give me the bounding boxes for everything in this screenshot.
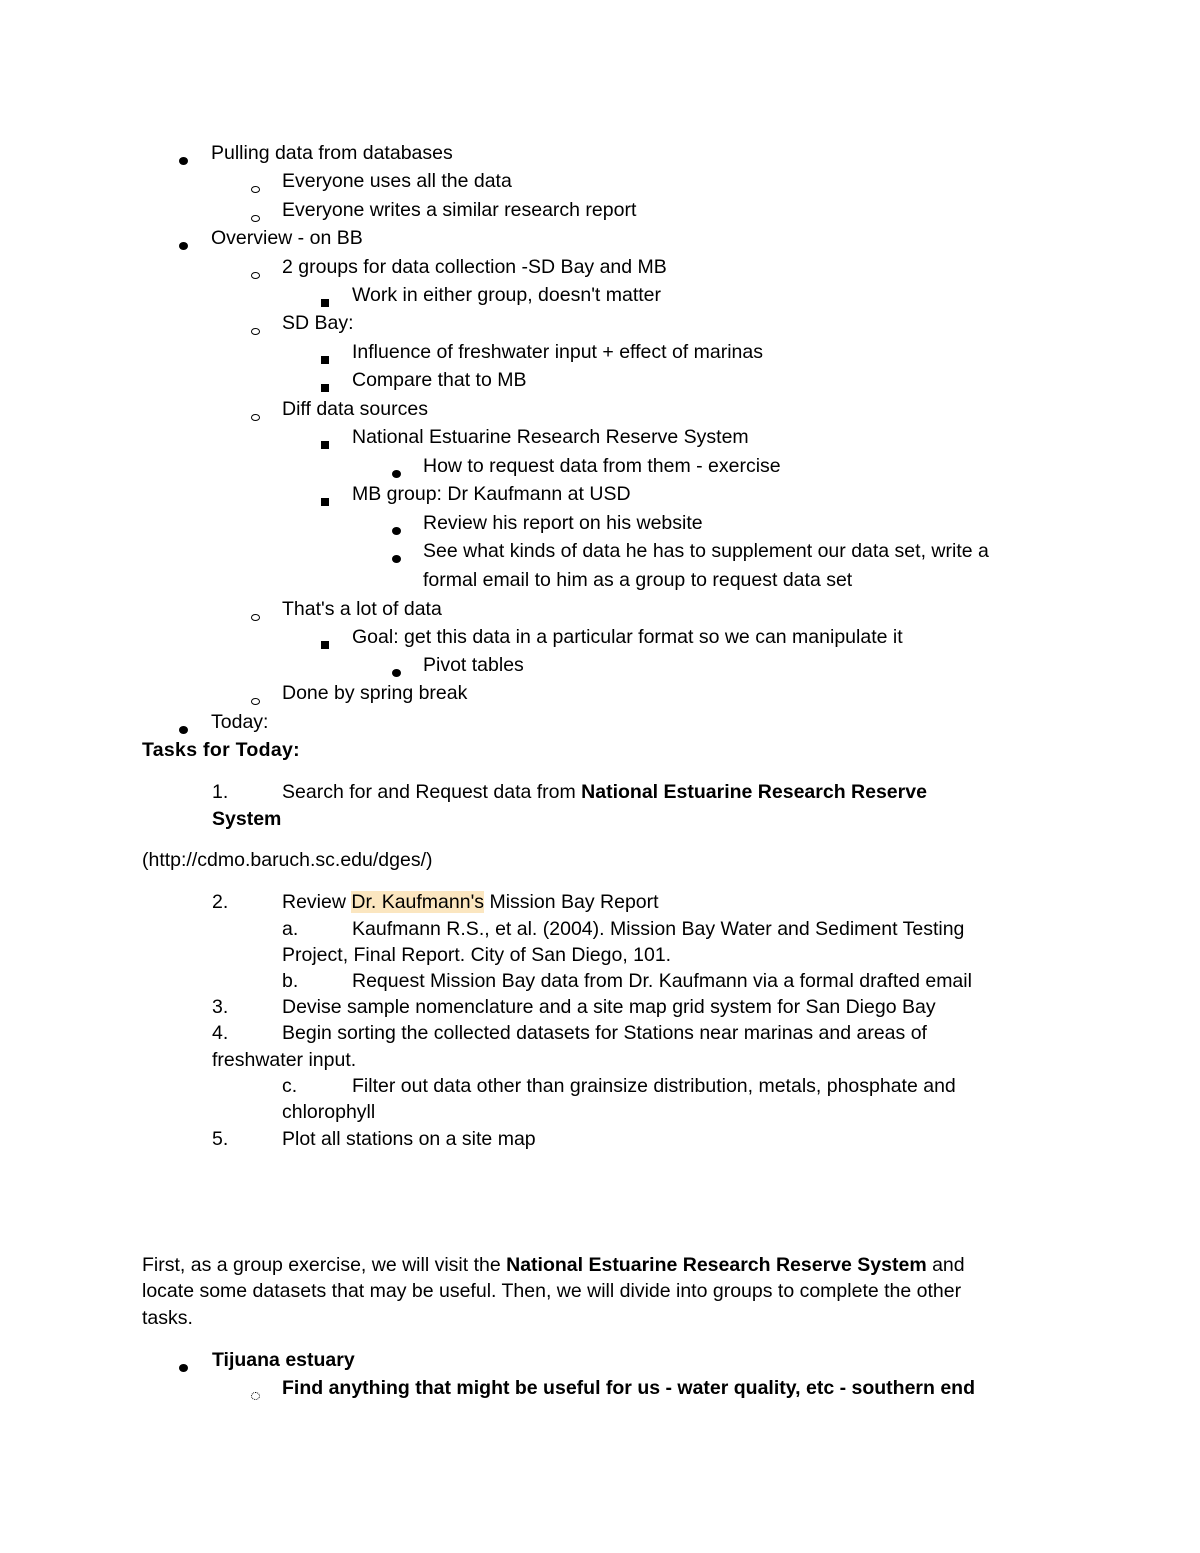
outline-item: That's a lot of data — [282, 598, 442, 620]
outline-item-continuation: formal email to him as a group to request data set — [423, 569, 853, 591]
subtask-c-text: Filter out data other than grainsize distribution, metals, phosphate and — [352, 1075, 956, 1097]
subtask-c-continuation: chlorophyll — [282, 1101, 376, 1123]
outline-item: MB group: Dr Kaufmann at USD — [352, 483, 631, 505]
outline-item: Goal: get this data in a particular format so we can manipulate it — [352, 626, 903, 648]
task-3-text: Devise sample nomenclature and a site map grid system for San Diego Bay — [282, 996, 936, 1018]
closing-paragraph-line: tasks. — [142, 1307, 193, 1329]
outline-item: See what kinds of data he has to supplement our data set, write a — [423, 540, 989, 562]
subtask-letter: c. — [282, 1075, 298, 1097]
task-2-prefix: Review — [282, 891, 352, 913]
closing-suffix: and — [926, 1254, 965, 1276]
outline-item: Everyone writes a similar research report — [282, 199, 637, 221]
task-number: 3. — [212, 996, 229, 1018]
task-1-text — [282, 783, 927, 803]
closing-paragraph-line — [142, 1256, 965, 1276]
task-2-suffix: Mission Bay Report — [484, 891, 659, 913]
bullet-square-icon — [320, 634, 330, 654]
outline-item: Today: — [211, 711, 269, 733]
outline-item: Everyone uses all the data — [282, 170, 512, 192]
tasks-heading: Tasks for Today: — [142, 739, 300, 761]
bullet-disc-icon — [391, 548, 401, 568]
task-number: 2. — [212, 891, 229, 913]
closing-bold: National Estuarine Research Reserve System — [506, 1254, 927, 1276]
bullet-circle-icon — [250, 207, 260, 227]
task-number: 1. — [212, 781, 229, 803]
bullet-circle-icon — [250, 264, 260, 284]
subtask-a-continuation: Project, Final Report. City of San Diego, 101. — [282, 944, 672, 966]
bullet-disc-icon — [178, 719, 188, 739]
subtask-b-text: Request Mission Bay data from Dr. Kaufmann via a formal drafted email — [352, 970, 972, 992]
task-number: 5. — [212, 1128, 229, 1150]
outline-item: Done by spring break — [282, 682, 468, 704]
bullet-square-icon — [320, 377, 330, 397]
task-number: 4. — [212, 1022, 229, 1044]
nerrs-url: (http://cdmo.baruch.sc.edu/dges/) — [142, 849, 433, 871]
task-1-bold-continuation: System — [212, 808, 282, 830]
outline-item: Compare that to MB — [352, 369, 527, 391]
outline-item: Review his report on his website — [423, 512, 703, 534]
closing-bullet: Tijuana estuary — [212, 1349, 355, 1371]
task-5-text: Plot all stations on a site map — [282, 1128, 536, 1150]
closing-bullet: Find anything that might be useful for us - water quality, etc - southern end — [282, 1377, 976, 1399]
task-1-prefix: Search for and Request data from — [282, 781, 582, 803]
subtask-a-text: Kaufmann R.S., et al. (2004). Mission Bay Water and Sediment Testing — [352, 918, 965, 940]
bullet-circle-icon — [250, 320, 260, 340]
task-2-text — [282, 893, 659, 913]
outline-item: Work in either group, doesn't matter — [352, 284, 662, 306]
outline-item: 2 groups for data collection -SD Bay and MB — [282, 256, 667, 278]
outline-item: National Estuarine Research Reserve System — [352, 426, 749, 448]
bullet-disc-icon — [178, 235, 188, 255]
bullet-square-icon — [320, 292, 330, 312]
bullet-square-icon — [320, 434, 330, 454]
subtask-letter: b. — [282, 970, 299, 992]
bullet-disc-icon — [391, 662, 401, 682]
highlighted-name: Dr. Kaufmann's — [351, 891, 485, 913]
bullet-circle-icon — [250, 178, 260, 198]
outline-item: How to request data from them - exercise — [423, 455, 781, 477]
outline-item: Pivot tables — [423, 654, 524, 676]
outline-item: SD Bay: — [282, 312, 354, 334]
closing-prefix: First, as a group exercise, we will visit the — [142, 1254, 507, 1276]
bullet-circle-icon — [250, 406, 260, 426]
closing-paragraph-line: locate some datasets that may be useful. Then, we will divide into groups to complete the other — [142, 1280, 962, 1302]
bullet-square-icon — [320, 349, 330, 369]
outline-item: Influence of freshwater input + effect of marinas — [352, 341, 763, 363]
task-4-continuation: freshwater input. — [212, 1049, 357, 1071]
bullet-circle-icon — [250, 606, 260, 626]
subtask-letter: a. — [282, 918, 299, 940]
bullet-circle-icon — [250, 690, 260, 710]
bullet-disc-icon — [178, 1357, 188, 1377]
outline-item: Pulling data from databases — [211, 142, 453, 164]
outline-item: Diff data sources — [282, 398, 428, 420]
bullet-dotted-circle-icon — [250, 1385, 260, 1405]
task-4-text: Begin sorting the collected datasets for Stations near marinas and areas of — [282, 1022, 927, 1044]
task-1-bold: National Estuarine Research Reserve — [581, 781, 927, 803]
bullet-disc-icon — [391, 520, 401, 540]
bullet-square-icon — [320, 491, 330, 511]
outline-item: Overview - on BB — [211, 227, 363, 249]
bullet-disc-icon — [178, 150, 188, 170]
bullet-disc-icon — [391, 463, 401, 483]
